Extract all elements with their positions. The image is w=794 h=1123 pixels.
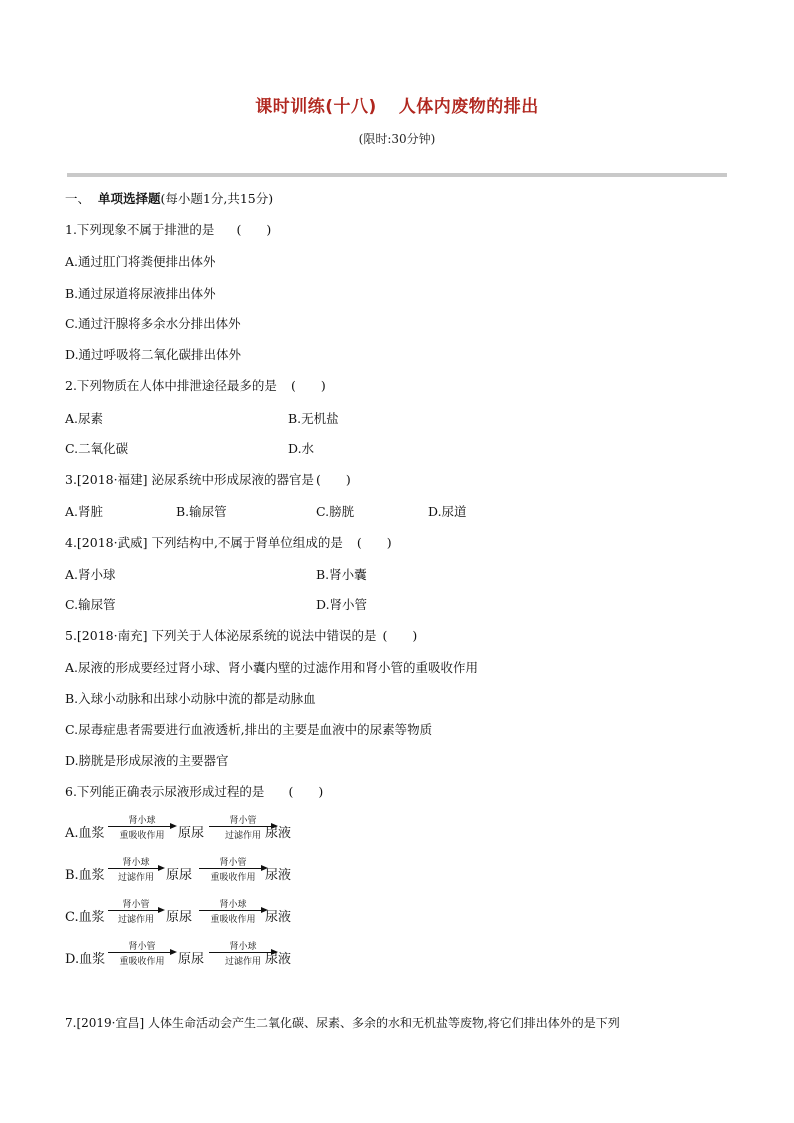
section-heading: [65, 191, 273, 207]
q1-option-c: C.通过汗腺将多余水分排出体外: [65, 316, 241, 331]
question-stem: 3.[2018·福建] 泌尿系统中形成尿液的器官是: [65, 472, 314, 487]
question-stem: 5.[2018·南充] 下列关于人体泌尿系统的说法中错误的是: [65, 628, 377, 643]
q4-option-b: B.肾小囊: [316, 567, 367, 582]
formula-start: D.血浆: [65, 952, 106, 967]
arrow-bottom-label: 重吸收作用: [210, 873, 256, 883]
q5-option-d: D.膀胱是形成尿液的主要器官: [65, 753, 229, 768]
answer-blank: ( ): [382, 628, 418, 643]
arrow-top-label: 肾小球: [122, 858, 150, 868]
question-7: 7.[2019·宜昌] 人体生命活动会产生二氧化碳、尿素、多余的水和无机盐等废物,将它们排出体外的是下列: [65, 1016, 620, 1030]
question-2: [65, 378, 326, 394]
process-arrow: [108, 938, 176, 968]
formula-middle: 原尿: [166, 868, 193, 883]
q2-option-a: A.尿素: [65, 411, 104, 426]
header-divider: [67, 173, 727, 177]
arrow-top-label: 肾小管: [219, 858, 247, 868]
arrow-bottom-label: 过滤作用: [117, 915, 154, 925]
arrow-bottom-label: 重吸收作用: [210, 915, 256, 925]
question-stem: 4.[2018·武威] 下列结构中,不属于肾单位组成的是: [65, 535, 343, 550]
q2-option-c: C.二氧化碳: [65, 441, 129, 456]
formula-end: 尿液: [265, 910, 292, 925]
answer-blank: ( ): [315, 472, 351, 487]
answer-blank: ( ): [290, 378, 326, 393]
formula-start: C.血浆: [65, 910, 105, 925]
answer-blank: ( ): [356, 535, 392, 550]
q1-option-a: A.通过肛门将粪便排出体外: [65, 254, 216, 269]
arrow-top-label: 肾小管: [128, 942, 156, 952]
q4-option-d: D.肾小管: [316, 597, 368, 612]
q4-option-c: C.输尿管: [65, 597, 116, 612]
q5-option-b: B.入球小动脉和出球小动脉中流的都是动脉血: [65, 691, 316, 706]
formula-start: B.血浆: [65, 868, 105, 883]
arrow-top-label: 肾小管: [229, 816, 257, 826]
answer-blank: ( ): [288, 784, 324, 799]
formula-end: 尿液: [265, 826, 292, 841]
process-arrow: [199, 854, 267, 884]
arrow-top-label: 肾小球: [219, 900, 247, 910]
formula-middle: 原尿: [178, 952, 205, 967]
arrow-bottom-label: 重吸收作用: [119, 831, 165, 841]
section-name: 单项选择题: [98, 191, 161, 206]
formula-end: 尿液: [265, 868, 292, 883]
question-stem: 1.下列现象不属于排泄的是: [65, 222, 215, 237]
process-arrow: [108, 854, 164, 884]
formula-end: 尿液: [265, 952, 292, 967]
q3-option-d: D.尿道: [428, 504, 467, 519]
arrow-bottom-label: 重吸收作用: [119, 957, 165, 967]
question-stem: 6.下列能正确表示尿液形成过程的是: [65, 784, 265, 799]
process-arrow: [108, 896, 164, 926]
arrow-bottom-label: 过滤作用: [224, 957, 261, 967]
question-stem: 2.下列物质在人体中排泄途径最多的是: [65, 378, 277, 393]
arrow-top-label: 肾小球: [229, 942, 257, 952]
arrow-top-label: 肾小管: [122, 900, 150, 910]
q3-option-c: C.膀胱: [316, 504, 355, 519]
process-arrow: [108, 812, 176, 842]
section-note: (每小题1分,共15分): [160, 191, 274, 206]
process-arrow: [199, 896, 267, 926]
q3-option-a: A.肾脏: [65, 504, 104, 519]
time-limit: (限时:30分钟): [358, 132, 436, 146]
q2-option-b: B.无机盐: [288, 411, 339, 426]
q4-option-a: A.肾小球: [65, 567, 116, 582]
page-title: [0, 92, 794, 117]
q5-option-c: C.尿毒症患者需要进行血液透析,排出的主要是血液中的尿素等物质: [65, 722, 433, 737]
section-number: 一、: [65, 191, 91, 206]
q1-option-b: B.通过尿道将尿液排出体外: [65, 286, 216, 301]
arrow-top-label: 肾小球: [128, 816, 156, 826]
q2-option-d: D.水: [288, 441, 315, 456]
question-1: [65, 222, 271, 238]
arrow-bottom-label: 过滤作用: [117, 873, 154, 883]
arrow-bottom-label: 过滤作用: [224, 831, 261, 841]
title-lesson: 课时训练(十八): [255, 97, 377, 117]
question-5: [65, 628, 417, 644]
formula-start: A.血浆: [65, 826, 105, 841]
formula-middle: 原尿: [166, 910, 193, 925]
answer-blank: ( ): [236, 222, 272, 237]
formula-middle: 原尿: [178, 826, 205, 841]
question-4: [65, 535, 392, 551]
title-topic: 人体内废物的排出: [398, 97, 539, 117]
q3-option-b: B.输尿管: [176, 504, 227, 519]
question-3: [65, 472, 351, 488]
q1-option-d: D.通过呼吸将二氧化碳排出体外: [65, 347, 242, 362]
q5-option-a: A.尿液的形成要经过肾小球、肾小囊内壁的过滤作用和肾小管的重吸收作用: [65, 660, 479, 675]
question-6: [65, 784, 323, 800]
